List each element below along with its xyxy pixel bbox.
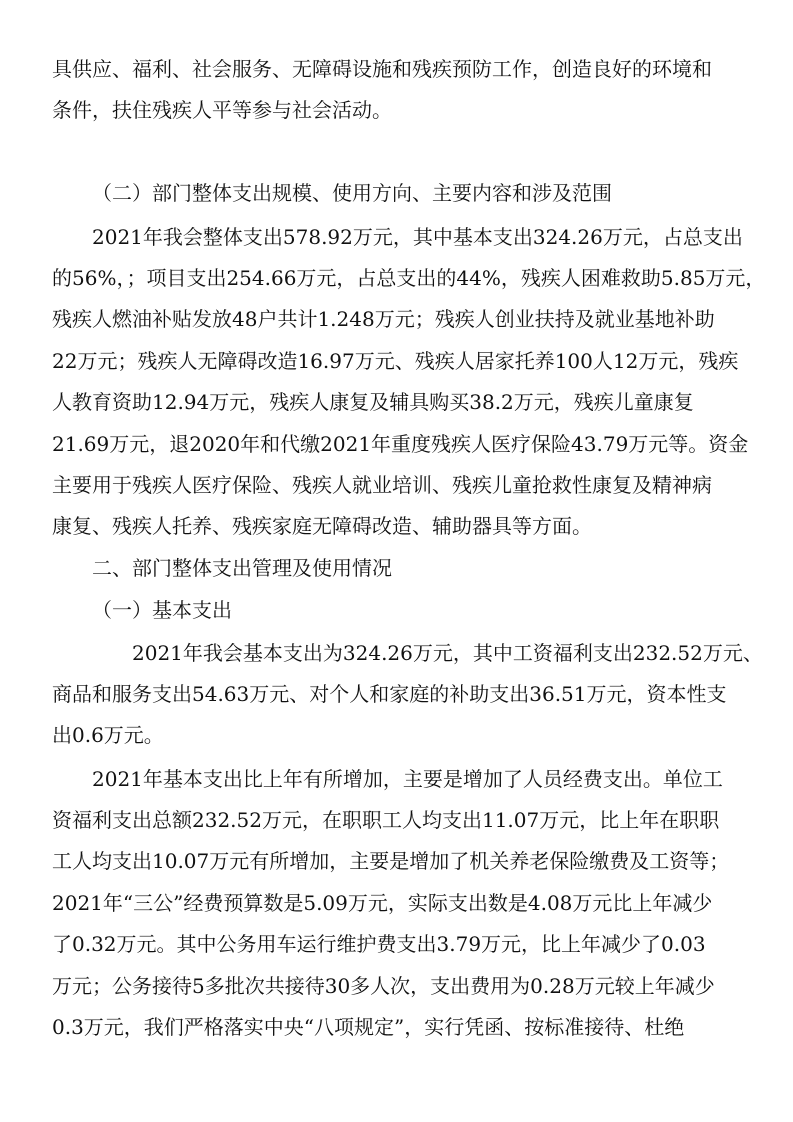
increase-line-7: 0.3万元，我们严格落实中央“八项规定”，实行凭函、按标准接待、杜绝 xyxy=(52,1015,685,1039)
scope-line-4: 22万元；残疾人无障碍改造16.97万元、残疾人居家托养100人12万元，残疾 xyxy=(52,349,739,373)
increase-line-1: 2021年基本支出比上年有所增加，主要是增加了人员经费支出。单位工 xyxy=(92,767,723,791)
increase-line-3: 工人均支出10.07万元有所增加，主要是增加了机关养老保险缴费及工资等； xyxy=(52,849,730,873)
heading-basic-expenditure: （一）基本支出 xyxy=(92,598,232,622)
basic-line-2: 商品和服务支出54.63万元、对个人和家庭的补助支出36.51万元，资本性支 xyxy=(52,682,727,706)
heading-expenditure-scope: （二）部门整体支出规模、使用方向、主要内容和涉及范围 xyxy=(92,181,612,205)
intro-line-2: 条件，扶住残疾人平等参与社会活动。 xyxy=(52,98,392,122)
increase-line-5: 了0.32万元。其中公务用车运行维护费支出3.79万元，比上年减少了0.03 xyxy=(52,932,706,956)
increase-line-6: 万元；公务接待5多批次共接待30多人次，支出费用为0.28万元较上年减少 xyxy=(52,974,715,998)
scope-line-3: 残疾人燃油补贴发放48户共计1.248万元；残疾人创业扶持及就业基地补助 xyxy=(52,307,715,331)
scope-line-2: 的56%，；项目支出254.66万元，占总支出的44%，残疾人困难救助5.85万元， xyxy=(52,266,766,290)
increase-line-4: 2021年“三公”经费预算数是5.09万元，实际支出数是4.08万元比上年减少 xyxy=(52,891,713,915)
heading-section-2: 二、部门整体支出管理及使用情况 xyxy=(92,556,392,580)
scope-line-8: 康复、残疾人托养、残疾家庭无障碍改造、辅助器具等方面。 xyxy=(52,514,592,538)
scope-line-7: 主要用于残疾人医疗保险、残疾人就业培训、残疾儿童抢救性康复及精神病 xyxy=(52,473,712,497)
increase-line-2: 资福利支出总额232.52万元，在职职工人均支出11.07万元，比上年在职职 xyxy=(52,808,720,832)
scope-line-5: 人教育资助12.94万元，残疾人康复及辅具购买38.2万元，残疾儿童康复 xyxy=(52,390,694,414)
basic-line-1: 2021年我会基本支出为324.26万元，其中工资福利支出232.52万元、 xyxy=(132,641,763,665)
intro-line-1: 具供应、福利、社会服务、无障碍设施和残疾预防工作，创造良好的环境和 xyxy=(52,57,712,81)
scope-line-6: 21.69万元，退2020年和代缴2021年重度残疾人医疗保险43.79万元等。资金 xyxy=(52,432,749,456)
basic-line-3: 出0.6万元。 xyxy=(52,723,164,747)
scope-line-1: 2021年我会整体支出578.92万元，其中基本支出324.26万元，占总支出 xyxy=(92,225,743,249)
